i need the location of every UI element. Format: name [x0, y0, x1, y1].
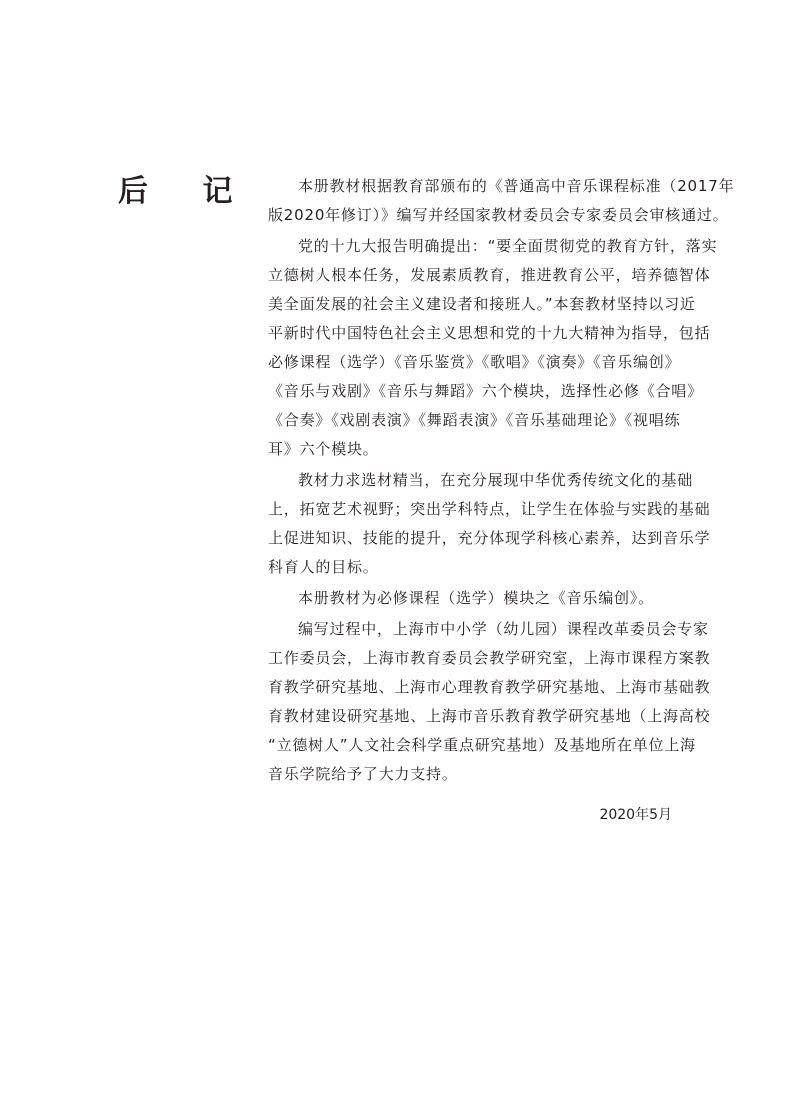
text-line: 党的十九大报告明确提出：“要全面贯彻党的教育方针，落实	[298, 237, 718, 255]
paragraph-3	[268, 466, 711, 582]
text-line: 版2020年修订）》编写并经国家教材委员会专家委员会审核通过。	[268, 206, 729, 224]
text-line: 耳》六个模块。	[268, 440, 379, 458]
text-line: 平新时代中国特色社会主义思想和党的十九大精神为指导，包括	[268, 324, 711, 342]
text-line: “立德树人”人文社会科学重点研究基地）及基地所在单位上海	[268, 736, 696, 754]
page-title: 后 记	[118, 174, 255, 209]
text-line: 美全面发展的社会主义建设者和接班人。”本套教材坚持以习近	[268, 295, 696, 313]
text-line: 教材力求选材精当，在充分展现中华优秀传统文化的基础	[298, 471, 694, 489]
text-line: 必修课程（选学）《音乐鉴赏》《歌唱》《演奏》《音乐编创》	[268, 353, 681, 371]
paragraph-5	[268, 615, 711, 789]
text-line: 《合奏》《戏剧表演》《舞蹈表演》《音乐基础理论》《视唱练	[268, 411, 681, 429]
text-line: 本册教材为必修课程（选学）模块之《音乐编创》。	[298, 589, 654, 607]
text-line: 工作委员会，上海市教育委员会教学研究室，上海市课程方案教	[268, 649, 711, 667]
text-line: 上促进知识、技能的提升，充分体现学科核心素养，达到音乐学	[268, 529, 711, 547]
date-signature: 2020年5月	[599, 807, 672, 823]
text-line: 音乐学院给予了大力支持。	[268, 765, 458, 783]
text-line: 编写过程中，上海市中小学（幼儿园）课程改革委员会专家	[298, 620, 709, 638]
text-line: 育教学研究基地、上海市心理教育教学研究基地、上海市基础教	[268, 678, 711, 696]
text-line: 育教材建设研究基地、上海市音乐教育教学研究基地（上海高校	[268, 707, 711, 725]
paragraph-4	[268, 584, 680, 613]
text-line: 本册教材根据教育部颁布的《普通高中音乐课程标准（2017年	[298, 177, 735, 195]
text-line: 立德树人根本任务，发展素质教育，推进教育公平，培养德智体	[268, 266, 711, 284]
text-line: 《音乐与戏剧》《音乐与舞蹈》六个模块，选择性必修《合唱》	[268, 382, 703, 400]
paragraph-1	[268, 172, 735, 230]
text-line: 科育人的目标。	[268, 558, 379, 576]
paragraph-2	[268, 232, 718, 464]
afterword-body	[268, 172, 735, 789]
text-line: 上，拓宽艺术视野；突出学科特点，让学生在体验与实践的基础	[268, 500, 711, 518]
